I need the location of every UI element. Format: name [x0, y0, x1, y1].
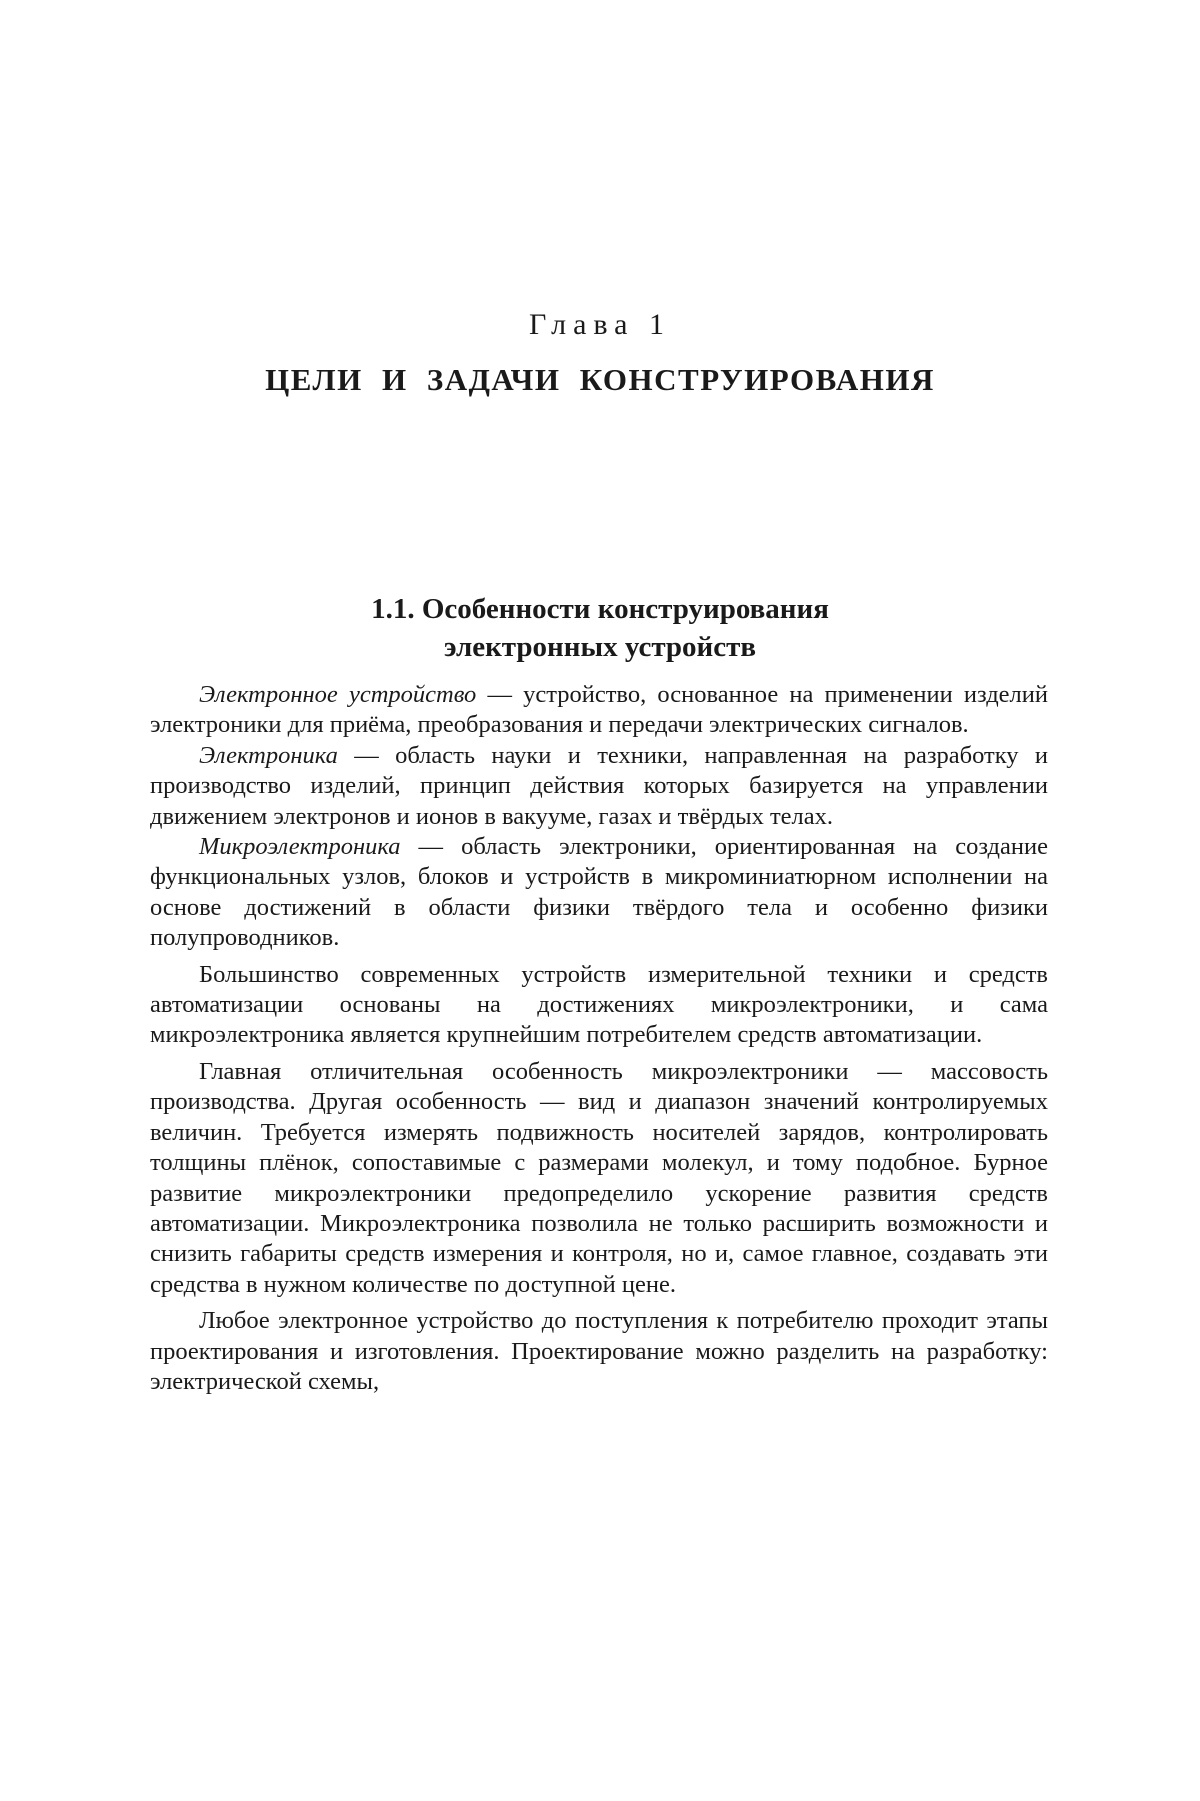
- chapter-label: Глава 1: [529, 308, 671, 341]
- term-microelectronics: Микроэлектроника: [199, 833, 401, 861]
- paragraph-text: Любое электронное устройство до поступления к потребителю проходит этапы проектирования и изготовления. Проектирование можно разделить на разработку: электрической схемы,: [150, 1307, 1048, 1395]
- paragraph-text: — область науки и техники, направленная на разработку и производство изделий, принцип действия которых базируется на управлении движением электронов и ионов в вакууме, газах и твёрдых телах.: [150, 741, 1048, 830]
- section-title-line-2: электронных устройств: [443, 631, 757, 663]
- section-title: [0, 590, 1200, 666]
- paragraph-electronics: [150, 741, 1048, 832]
- term-electronics: Электроника: [199, 741, 338, 769]
- paragraph-electronic-device: [150, 680, 1048, 741]
- body-text: [150, 680, 1048, 1397]
- paragraph-text: Главная отличительная особенность микроэлектроники — массовость производства. Другая особенность — вид и диапазон значений контролируемых величин. Требуется измерять подвижность носителей зарядов, контролировать толщины плёнок, сопоставимые с размерами молекул, и тому подобное. Бурное развитие микроэлектроники предопределило ускорение развития средств автоматизации. Микроэлектроника позволила не только расширить возможности и снизить габариты средств измерения и контроля, но и, самое главное, создавать эти средства в нужном количестве по доступной цене.: [150, 1057, 1048, 1298]
- paragraph-main-feature: [150, 1057, 1048, 1300]
- term-electronic-device: Электронное устройство: [199, 681, 477, 708]
- paragraph-text: — устройство, основанное на применении изделий электроники для приёма, преобразования и передачи электрических сигналов.: [150, 681, 1048, 739]
- paragraph-measurement: [150, 960, 1048, 1051]
- paragraph-design-stages: [150, 1306, 1048, 1397]
- chapter-title: ЦЕЛИ И ЗАДАЧИ КОНСТРУИРОВАНИЯ: [265, 362, 935, 397]
- paragraph-text: — область электроники, ориентированная на создание функциональных узлов, блоков и устройств в микроминиатюрном исполнении на основе достижений в области физики твёрдого тела и особенно физики полупроводников.: [150, 833, 1048, 952]
- paragraph-text: Большинство современных устройств измерительной техники и средств автоматизации основаны на достижениях микроэлектроники, и сама микроэлектроника является крупнейшим потребителем средств автоматизации.: [150, 960, 1048, 1049]
- paragraph-microelectronics: [150, 832, 1048, 954]
- section-title-line-1: 1.1. Особенности конструирования: [371, 593, 829, 625]
